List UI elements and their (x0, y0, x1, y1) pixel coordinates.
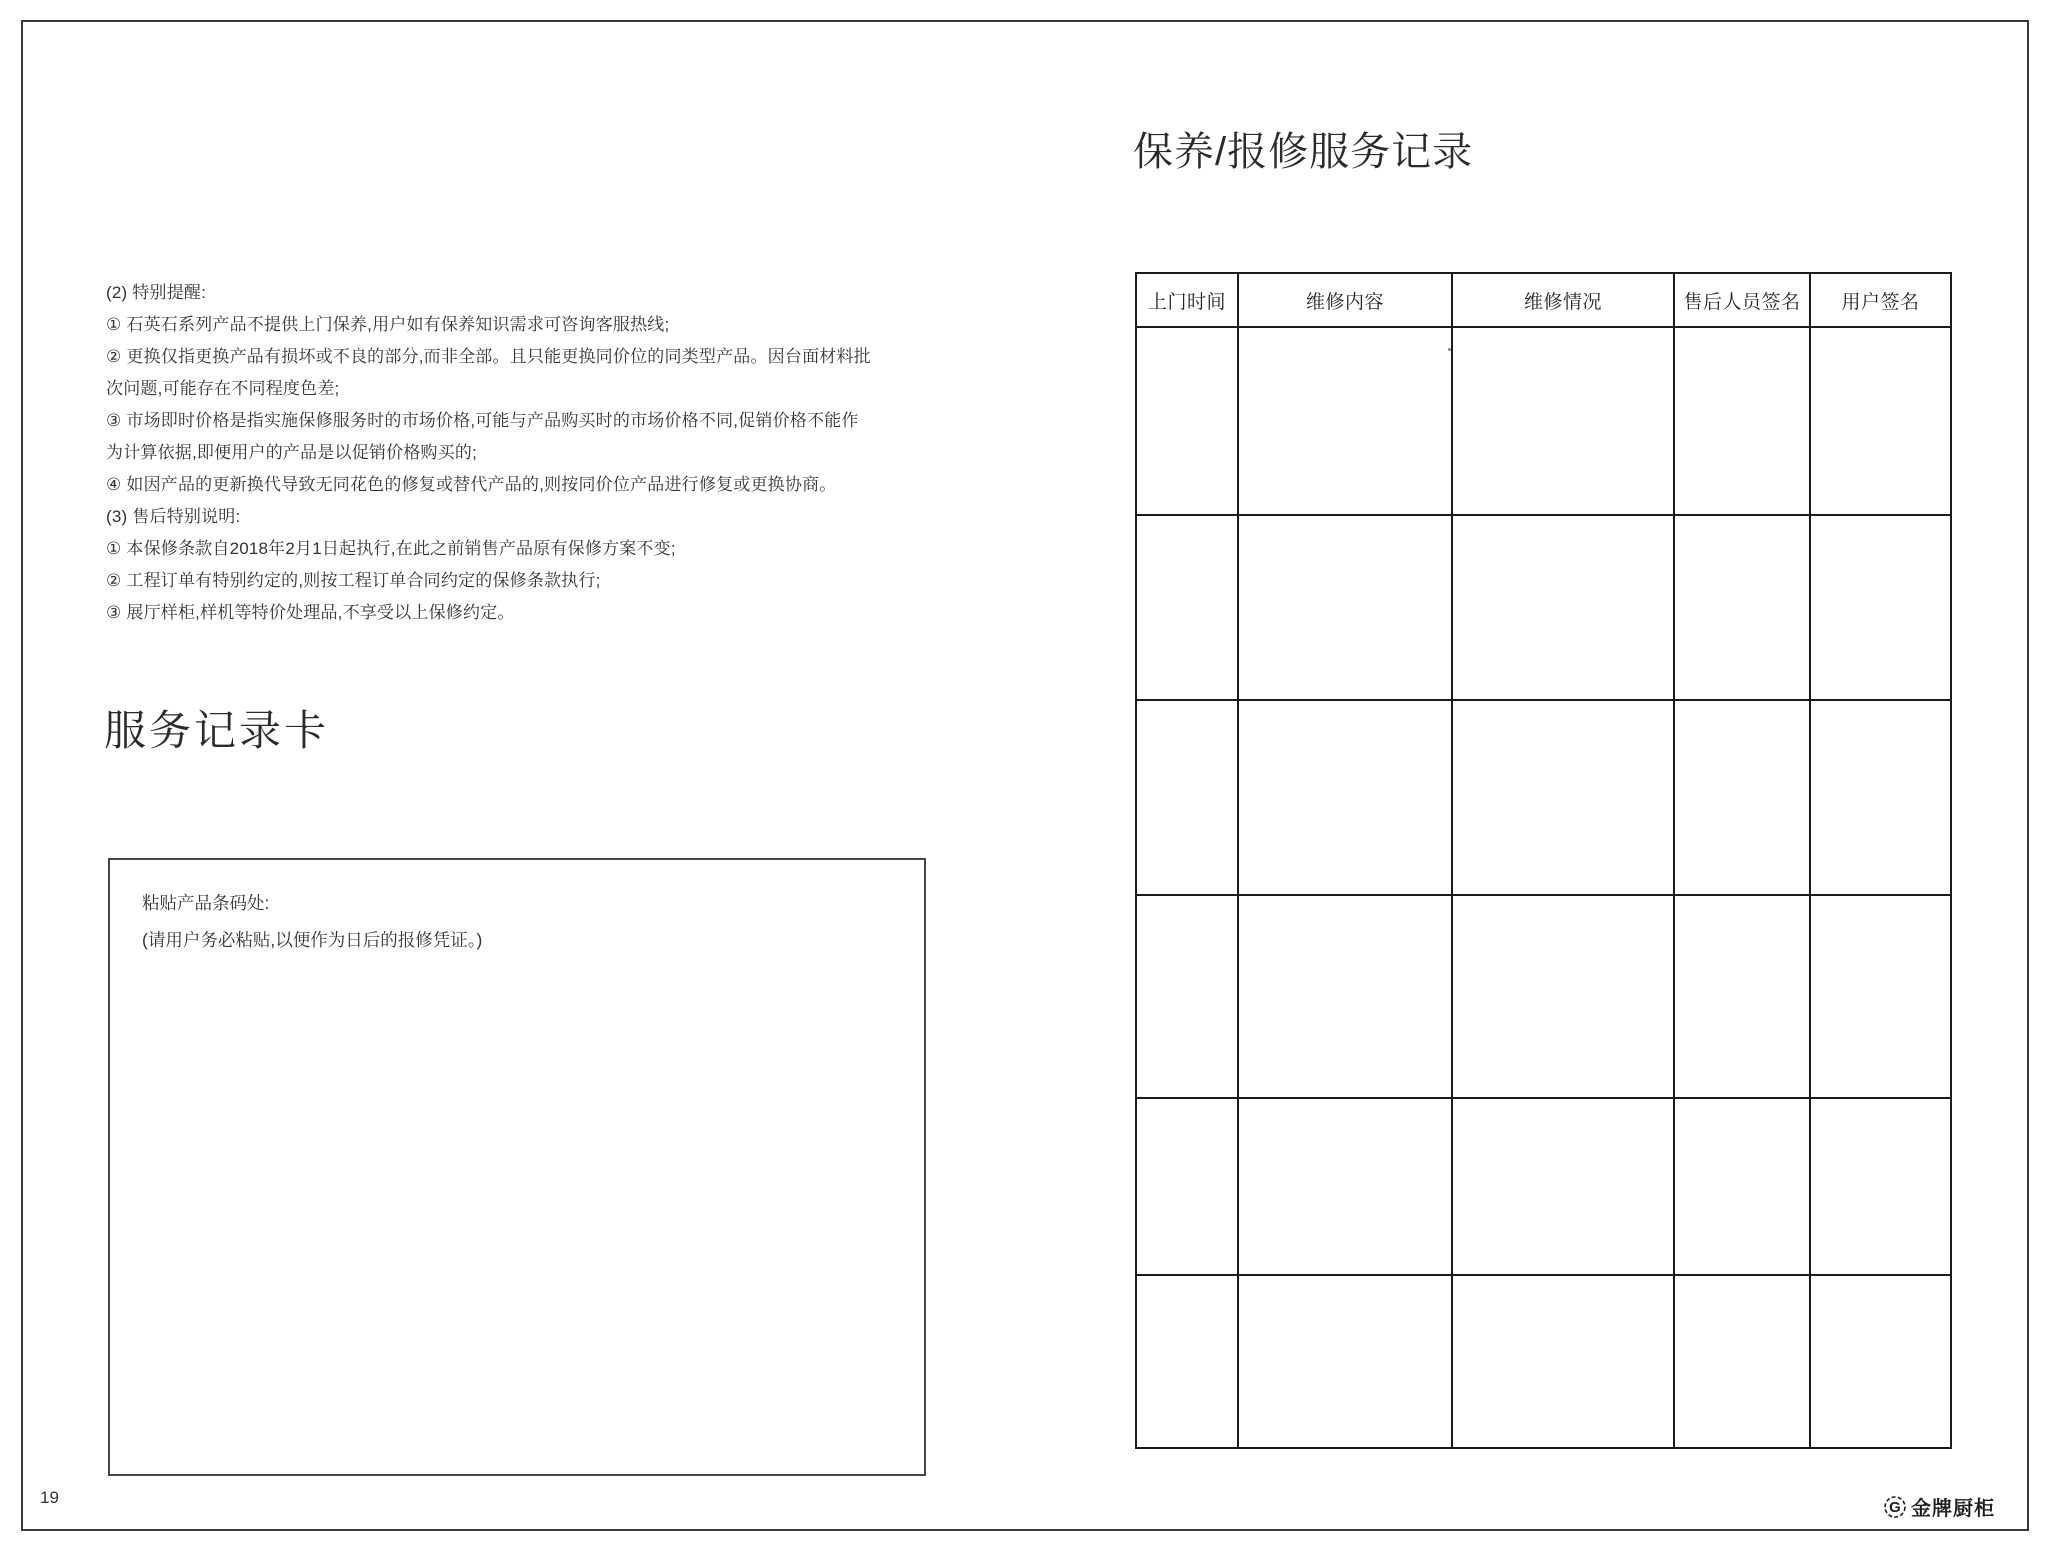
record-cell (1674, 1098, 1810, 1275)
brand-name: 金牌厨柜 (1911, 1498, 1995, 1520)
svg-text:G: G (1889, 1498, 1901, 1516)
barcode-box-label: 粘贴产品条码处: (142, 893, 270, 913)
record-cell (1238, 700, 1452, 895)
record-cell (1674, 1275, 1810, 1448)
note-line: (3) 售后特别说明: (106, 507, 241, 526)
record-cell (1452, 1098, 1674, 1275)
record-cell (1452, 895, 1674, 1098)
record-row (1136, 895, 1951, 1098)
note-line: 次问题,可能存在不同程度色差; (106, 379, 340, 398)
special-notes-block (106, 277, 906, 629)
record-cell (1238, 327, 1452, 515)
note-line: ① 石英石系列产品不提供上门保养,用户如有保养知识需求可咨询客服热线; (106, 315, 670, 334)
record-cell (1452, 1275, 1674, 1448)
record-cell (1136, 327, 1238, 515)
record-cell (1674, 700, 1810, 895)
record-cell (1452, 327, 1674, 515)
table-header-row (1136, 273, 1951, 327)
service-record-table (1135, 272, 1952, 1449)
record-cell (1238, 1098, 1452, 1275)
record-cell (1674, 895, 1810, 1098)
record-cell (1810, 1098, 1951, 1275)
record-cell (1136, 895, 1238, 1098)
record-cell (1452, 515, 1674, 700)
record-cell (1238, 895, 1452, 1098)
note-line: ② 更换仅指更换产品有损坏或不良的部分,而非全部。且只能更换同价位的同类型产品。因台面材料批 (106, 347, 871, 366)
note-line: (2) 特别提醒: (106, 283, 207, 302)
note-line: ④ 如因产品的更新换代导致无同花色的修复或替代产品的,则按同价位产品进行修复或更换协商。 (106, 475, 837, 494)
record-cell (1136, 1275, 1238, 1448)
record-cell (1238, 515, 1452, 700)
maintenance-record-title: 保养/报修服务记录 (1133, 130, 1474, 174)
note-line: ③ 市场即时价格是指实施保修服务时的市场价格,可能与产品购买时的市场价格不同,促销价格不能作 (106, 411, 859, 430)
barcode-box-note: (请用户务必粘贴,以便作为日后的报修凭证。) (142, 930, 483, 950)
service-record-card-heading: 服务记录卡 (104, 707, 330, 754)
record-cell (1452, 700, 1674, 895)
speck-artifact (1448, 348, 1451, 351)
record-cell (1810, 515, 1951, 700)
record-cell (1238, 1275, 1452, 1448)
record-cell (1136, 1098, 1238, 1275)
g-badge-icon (1883, 1495, 1907, 1519)
page-number: 19 (40, 1488, 59, 1507)
col-header-user-signature: 用户签名 (1810, 273, 1951, 327)
barcode-sticker-box (108, 858, 926, 1476)
record-row (1136, 1098, 1951, 1275)
record-row (1136, 1275, 1951, 1448)
note-line: ③ 展厅样柜,样机等特价处理品,不享受以上保修约定。 (106, 603, 515, 622)
col-header-repair-content: 维修内容 (1238, 273, 1452, 327)
record-cell (1810, 1275, 1951, 1448)
col-header-staff-signature: 售后人员签名 (1674, 273, 1810, 327)
record-row (1136, 327, 1951, 515)
note-line: ① 本保修条款自2018年2月1日起执行,在此之前销售产品原有保修方案不变; (106, 539, 676, 558)
record-row (1136, 700, 1951, 895)
col-header-repair-status: 维修情况 (1452, 273, 1674, 327)
record-cell (1674, 327, 1810, 515)
note-line: ② 工程订单有特别约定的,则按工程订单合同约定的保修条款执行; (106, 571, 601, 590)
record-row (1136, 515, 1951, 700)
note-line: 为计算依据,即便用户的产品是以促销价格购买的; (106, 443, 478, 462)
record-cell (1810, 895, 1951, 1098)
brand-logo (1883, 1492, 1995, 1521)
record-cell (1810, 327, 1951, 515)
record-cell (1674, 515, 1810, 700)
record-cell (1136, 515, 1238, 700)
record-cell (1810, 700, 1951, 895)
col-header-visit-time: 上门时间 (1136, 273, 1238, 327)
record-cell (1136, 700, 1238, 895)
